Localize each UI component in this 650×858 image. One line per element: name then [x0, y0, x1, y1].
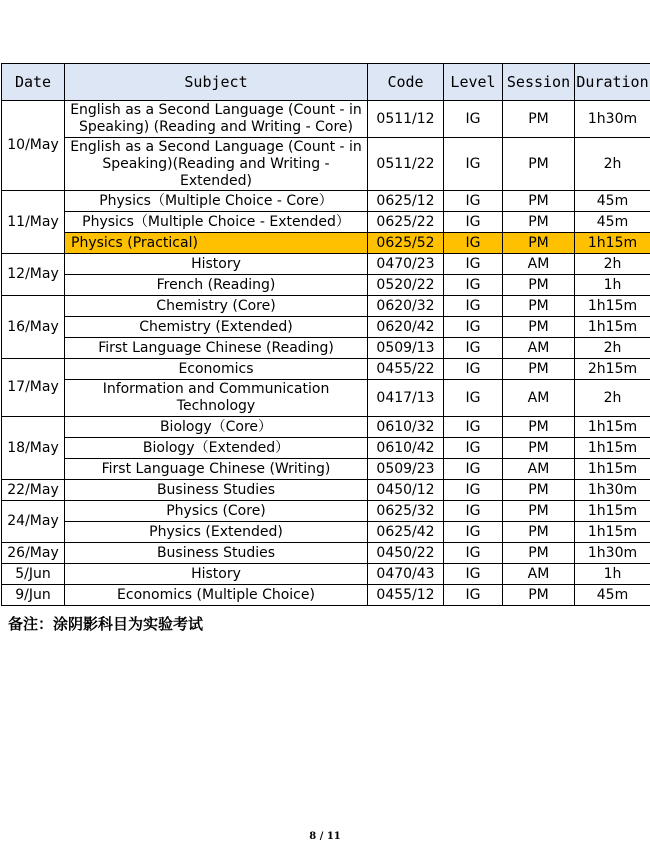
subject-cell: Chemistry (Extended) [65, 317, 368, 338]
level-cell: IG [444, 254, 503, 275]
duration-cell: 2h [575, 254, 650, 275]
subject-cell: Biology（Extended） [65, 438, 368, 459]
level-cell: IG [444, 380, 503, 417]
subject-cell: History [65, 564, 368, 585]
session-cell: PM [503, 101, 575, 138]
duration-cell: 1h15m [575, 459, 650, 480]
duration-cell: 2h [575, 338, 650, 359]
code-cell: 0509/13 [368, 338, 444, 359]
level-cell: IG [444, 585, 503, 606]
code-cell: 0455/12 [368, 585, 444, 606]
subject-cell: Physics (Practical) [65, 233, 368, 254]
footnote: 备注：涂阴影科目为实验考试 [8, 615, 204, 633]
level-cell: IG [444, 212, 503, 233]
level-cell: IG [444, 101, 503, 138]
duration-cell: 1h15m [575, 296, 650, 317]
table-row [2, 296, 650, 317]
level-cell: IG [444, 296, 503, 317]
session-cell: PM [503, 417, 575, 438]
duration-cell: 1h15m [575, 522, 650, 543]
header-row [2, 64, 650, 101]
table-row [2, 212, 650, 233]
duration-cell: 45m [575, 585, 650, 606]
code-cell: 0625/52 [368, 233, 444, 254]
level-cell: IG [444, 317, 503, 338]
duration-cell: 2h [575, 380, 650, 417]
subject-cell: History [65, 254, 368, 275]
subject-cell: Business Studies [65, 480, 368, 501]
table-row [2, 522, 650, 543]
table-row [2, 480, 650, 501]
table-row [2, 317, 650, 338]
date-cell: 17/May [2, 359, 65, 417]
session-cell: PM [503, 191, 575, 212]
session-cell: PM [503, 317, 575, 338]
duration-cell: 1h [575, 275, 650, 296]
level-cell: IG [444, 480, 503, 501]
session-cell: AM [503, 459, 575, 480]
table-row [2, 338, 650, 359]
duration-cell: 1h15m [575, 501, 650, 522]
duration-cell: 2h [575, 138, 650, 191]
session-cell: PM [503, 522, 575, 543]
subject-cell: English as a Second Language (Count - in Speaking)(Reading and Writing -Extended) [65, 138, 368, 191]
code-cell: 0625/22 [368, 212, 444, 233]
session-cell: AM [503, 380, 575, 417]
duration-cell: 1h30m [575, 101, 650, 138]
table-row [2, 501, 650, 522]
code-cell: 0509/23 [368, 459, 444, 480]
session-cell: PM [503, 480, 575, 501]
level-cell: IG [444, 191, 503, 212]
subject-cell: English as a Second Language (Count - in Speaking) (Reading and Writing - Core) [65, 101, 368, 138]
session-cell: PM [503, 212, 575, 233]
table-row [2, 275, 650, 296]
session-cell: PM [503, 438, 575, 459]
code-cell: 0470/43 [368, 564, 444, 585]
level-cell: IG [444, 275, 503, 296]
subject-cell: Physics (Core) [65, 501, 368, 522]
subject-cell: Information and Communication Technology [65, 380, 368, 417]
table-row [2, 191, 650, 212]
session-cell: AM [503, 254, 575, 275]
session-cell: PM [503, 359, 575, 380]
subject-cell: Physics（Multiple Choice - Core） [65, 191, 368, 212]
table-row [2, 380, 650, 417]
session-cell: AM [503, 564, 575, 585]
level-cell: IG [444, 459, 503, 480]
table-row [2, 585, 650, 606]
duration-cell: 45m [575, 191, 650, 212]
subject-cell: Economics [65, 359, 368, 380]
table-row [2, 543, 650, 564]
date-cell: 26/May [2, 543, 65, 564]
duration-cell: 1h30m [575, 480, 650, 501]
code-cell: 0455/22 [368, 359, 444, 380]
duration-cell: 1h30m [575, 543, 650, 564]
header-session: Session [503, 64, 575, 101]
date-cell: 24/May [2, 501, 65, 543]
subject-cell: First Language Chinese (Reading) [65, 338, 368, 359]
table-row [2, 459, 650, 480]
subject-cell: Physics (Extended) [65, 522, 368, 543]
table-row [2, 564, 650, 585]
date-cell: 18/May [2, 417, 65, 480]
level-cell: IG [444, 233, 503, 254]
exam-schedule-table [1, 63, 650, 606]
level-cell: IG [444, 338, 503, 359]
code-cell: 0520/22 [368, 275, 444, 296]
code-cell: 0625/12 [368, 191, 444, 212]
table-row [2, 438, 650, 459]
table-row-highlighted [2, 233, 650, 254]
duration-cell: 1h15m [575, 438, 650, 459]
page-number: 8 / 11 [309, 831, 341, 842]
duration-cell: 1h15m [575, 417, 650, 438]
duration-cell: 1h15m [575, 233, 650, 254]
session-cell: PM [503, 585, 575, 606]
subject-cell: French (Reading) [65, 275, 368, 296]
subject-cell: Business Studies [65, 543, 368, 564]
date-cell: 9/Jun [2, 585, 65, 606]
duration-cell: 45m [575, 212, 650, 233]
code-cell: 0450/22 [368, 543, 444, 564]
level-cell: IG [444, 359, 503, 380]
session-cell: AM [503, 338, 575, 359]
table-row [2, 101, 650, 138]
code-cell: 0450/12 [368, 480, 444, 501]
session-cell: PM [503, 233, 575, 254]
code-cell: 0470/23 [368, 254, 444, 275]
date-cell: 11/May [2, 191, 65, 254]
header-code: Code [368, 64, 444, 101]
session-cell: PM [503, 543, 575, 564]
code-cell: 0610/42 [368, 438, 444, 459]
table-row [2, 254, 650, 275]
code-cell: 0620/42 [368, 317, 444, 338]
level-cell: IG [444, 564, 503, 585]
code-cell: 0417/13 [368, 380, 444, 417]
code-cell: 0511/12 [368, 101, 444, 138]
level-cell: IG [444, 438, 503, 459]
code-cell: 0511/22 [368, 138, 444, 191]
code-cell: 0620/32 [368, 296, 444, 317]
session-cell: PM [503, 501, 575, 522]
date-cell: 5/Jun [2, 564, 65, 585]
level-cell: IG [444, 522, 503, 543]
level-cell: IG [444, 138, 503, 191]
date-cell: 16/May [2, 296, 65, 359]
header-duration: Duration [575, 64, 650, 101]
table-row [2, 138, 650, 191]
session-cell: PM [503, 296, 575, 317]
level-cell: IG [444, 417, 503, 438]
subject-cell: Chemistry (Core) [65, 296, 368, 317]
level-cell: IG [444, 501, 503, 522]
level-cell: IG [444, 543, 503, 564]
subject-cell: Biology（Core） [65, 417, 368, 438]
code-cell: 0625/32 [368, 501, 444, 522]
table-row [2, 417, 650, 438]
duration-cell: 1h [575, 564, 650, 585]
duration-cell: 2h15m [575, 359, 650, 380]
date-cell: 12/May [2, 254, 65, 296]
subject-cell: Physics（Multiple Choice - Extended） [65, 212, 368, 233]
subject-cell: Economics (Multiple Choice) [65, 585, 368, 606]
date-cell: 10/May [2, 101, 65, 191]
code-cell: 0610/32 [368, 417, 444, 438]
subject-cell: First Language Chinese (Writing) [65, 459, 368, 480]
header-date: Date [2, 64, 65, 101]
table-row [2, 359, 650, 380]
duration-cell: 1h15m [575, 317, 650, 338]
date-cell: 22/May [2, 480, 65, 501]
session-cell: PM [503, 138, 575, 191]
code-cell: 0625/42 [368, 522, 444, 543]
session-cell: PM [503, 275, 575, 296]
header-subject: Subject [65, 64, 368, 101]
header-level: Level [444, 64, 503, 101]
